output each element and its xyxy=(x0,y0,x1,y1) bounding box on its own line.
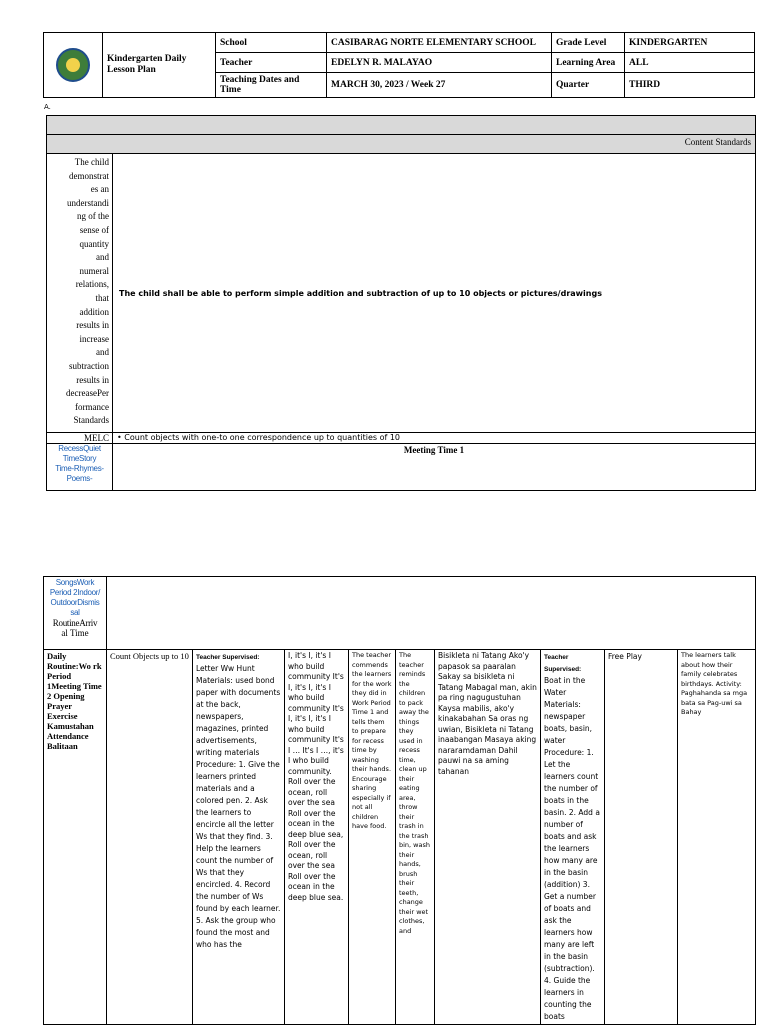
content-standard-line: results in xyxy=(76,320,109,331)
boat-activity-text: Boat in the Water Materials: newspaper boats, basin, water Procedure: 1. Let the learners count the number of boats in the basin. 2. Add a number of boats and ask the learners how many are in the basin (addition) 3. Get a number of boats and ask the learners how many are left in the basin (subtraction). 4. Guide the learners in counting the boats xyxy=(544,676,600,1021)
teacher-supervised-heading: Teacher Supervised: xyxy=(196,654,260,661)
letter-hunt-text: Letter Ww Hunt Materials: used bond paper with documents at the back, newspapers, magazines, printed advertisements, writing materials Procedure: 1. Give the learners printed materials and a colored pen. 2. Ask the learners to encircle all the letter Ws that they find. 3. Help the learners count the number of Ws that they encircled. 4. Record the number of Ws found by each learner. 5. Ask the group who found the most and who has the xyxy=(196,664,281,949)
teacher-label: Teacher xyxy=(216,53,327,73)
content-standard-text xyxy=(47,154,113,433)
songs-line: OutdoorDismis xyxy=(50,598,100,607)
content-standard-line: Standards xyxy=(73,415,109,426)
daily-routine-text: Daily Routine:Wo rk Period 1Meeting Time 2 Opening Prayer Exercise Kamustahan Attendance Balitaan xyxy=(44,650,107,1025)
content-standard-line: formance xyxy=(75,401,109,412)
deped-seal-icon xyxy=(56,48,90,82)
content-standards-label: Content Standards xyxy=(47,135,756,154)
performance-standard-text: The child shall be able to perform simple addition and subtraction of up to 10 objects or pictures/drawings xyxy=(113,154,756,433)
community-song-text: I, it's I, it's I who build community It's I, it's I, it's I who build community It's I, it's I, it's I who build community It's I … It's I …, it's I who build community. Roll over the ocean, roll over the sea Roll over the ocean in the deep blue sea, Roll over the ocean, roll over the sea Roll over the ocean in the deep blue sea. xyxy=(285,650,349,1025)
grade-level-value: KINDERGARTEN xyxy=(625,33,755,53)
school-label: School xyxy=(216,33,327,53)
content-standard-line: The child xyxy=(74,157,109,167)
gray-band xyxy=(47,116,756,135)
birthday-talk-text: The learners talk about how their family celebrates birthdays. Activity: Paghahanda sa mga bata sa Pag-uwi sa Bahay xyxy=(678,650,756,1025)
content-standard-lines xyxy=(49,156,109,428)
content-standard-line: and xyxy=(96,347,109,358)
count-objects-text: Count Objects up to 10 xyxy=(107,650,193,1025)
dates-label: Teaching Dates and Time xyxy=(216,73,327,98)
cleanup-text: The teacher reminds the children to pack away the things they used in recess time, clean up their eating area, throw their trash in the trash bin, wash their hands, brush their teeth, change their wet clothes, and xyxy=(396,650,435,1025)
content-standard-line: increase xyxy=(79,333,109,344)
teacher-value: EDELYN R. MALAYAO xyxy=(327,53,552,73)
content-standard-line: es an xyxy=(90,184,109,195)
teacher-supervised-heading-2: Teacher Supervised: xyxy=(544,654,582,673)
logo-cell xyxy=(44,33,103,98)
content-standard-line: results in xyxy=(76,374,109,385)
songs-line: Period 2Indoor/ xyxy=(49,588,101,597)
plan-title: Kindergarten Daily Lesson Plan xyxy=(103,33,216,98)
recess-label xyxy=(47,444,113,491)
section-letter: A. xyxy=(44,103,51,111)
learning-area-label: Learning Area xyxy=(552,53,625,73)
quarter-value: THIRD xyxy=(625,73,755,98)
arrival-time-text: al Time xyxy=(61,628,89,638)
blank-row xyxy=(107,577,756,650)
recess-line: RecessQuiet xyxy=(58,444,101,453)
content-standard-line: sense of xyxy=(79,224,109,235)
free-play-text: Free Play xyxy=(605,650,678,1025)
content-standard-line: relations, xyxy=(75,279,109,290)
grade-level-label: Grade Level xyxy=(552,33,625,53)
songs-line: sal xyxy=(70,608,80,617)
melc-label: MELC xyxy=(47,433,113,444)
activity-table xyxy=(43,576,756,1025)
header-table xyxy=(43,32,755,98)
content-standard-line: addition xyxy=(79,306,109,317)
content-standard-line: quantity xyxy=(79,238,109,249)
recess-line: TimeStory xyxy=(62,454,97,463)
boat-activity-cell xyxy=(541,650,605,1025)
content-standard-line: that xyxy=(95,292,109,303)
recess-line: Poems- xyxy=(66,474,93,483)
recess-prep-text: The teacher commends the learners for the work they did in Work Period Time 1 and tells them to prepare for recess time by washing their hands. Encourage sharing especially if not all children have food. xyxy=(349,650,396,1025)
content-standard-line: understandi xyxy=(67,197,109,208)
content-standard-line: demonstrat xyxy=(69,170,109,181)
learning-area-value: ALL xyxy=(625,53,755,73)
quarter-label: Quarter xyxy=(552,73,625,98)
meeting-time-label: Meeting Time 1 xyxy=(113,444,756,491)
content-standard-line: ng of the xyxy=(77,211,109,222)
lesson-table xyxy=(46,115,756,491)
recess-line: Time-Rhymes- xyxy=(55,464,104,473)
content-standard-line: and xyxy=(96,252,109,263)
songs-lines xyxy=(47,578,103,618)
content-standard-line: decreasePer xyxy=(66,388,109,399)
dates-value: MARCH 30, 2023 / Week 27 xyxy=(327,73,552,98)
content-standard-line: numeral xyxy=(79,265,109,276)
recess-lines xyxy=(47,444,112,484)
content-standard-line: subtraction xyxy=(69,360,109,371)
routine-text: RoutineArriv xyxy=(52,618,98,628)
letter-hunt-cell xyxy=(193,650,285,1025)
melc-text: • Count objects with one-to one correspondence up to quantities of 10 xyxy=(113,433,756,444)
bisikleta-poem-text: Bisikleta ni Tatang Ako'y papasok sa paaralan Sakay sa bisikleta ni Tatang Mabagal man, akin pa ring nagugustuhan Kaysa mabilis, ako'y kinakabahan Sa oras ng uwian, Bisikleta ni Tatang inaabangan Masaya aking nararamdaman Dahil pauwi na sa aming tahanan xyxy=(435,650,541,1025)
songs-label xyxy=(44,577,107,650)
songs-line: SongsWork xyxy=(55,578,95,587)
school-value: CASIBARAG NORTE ELEMENTARY SCHOOL xyxy=(327,33,552,53)
